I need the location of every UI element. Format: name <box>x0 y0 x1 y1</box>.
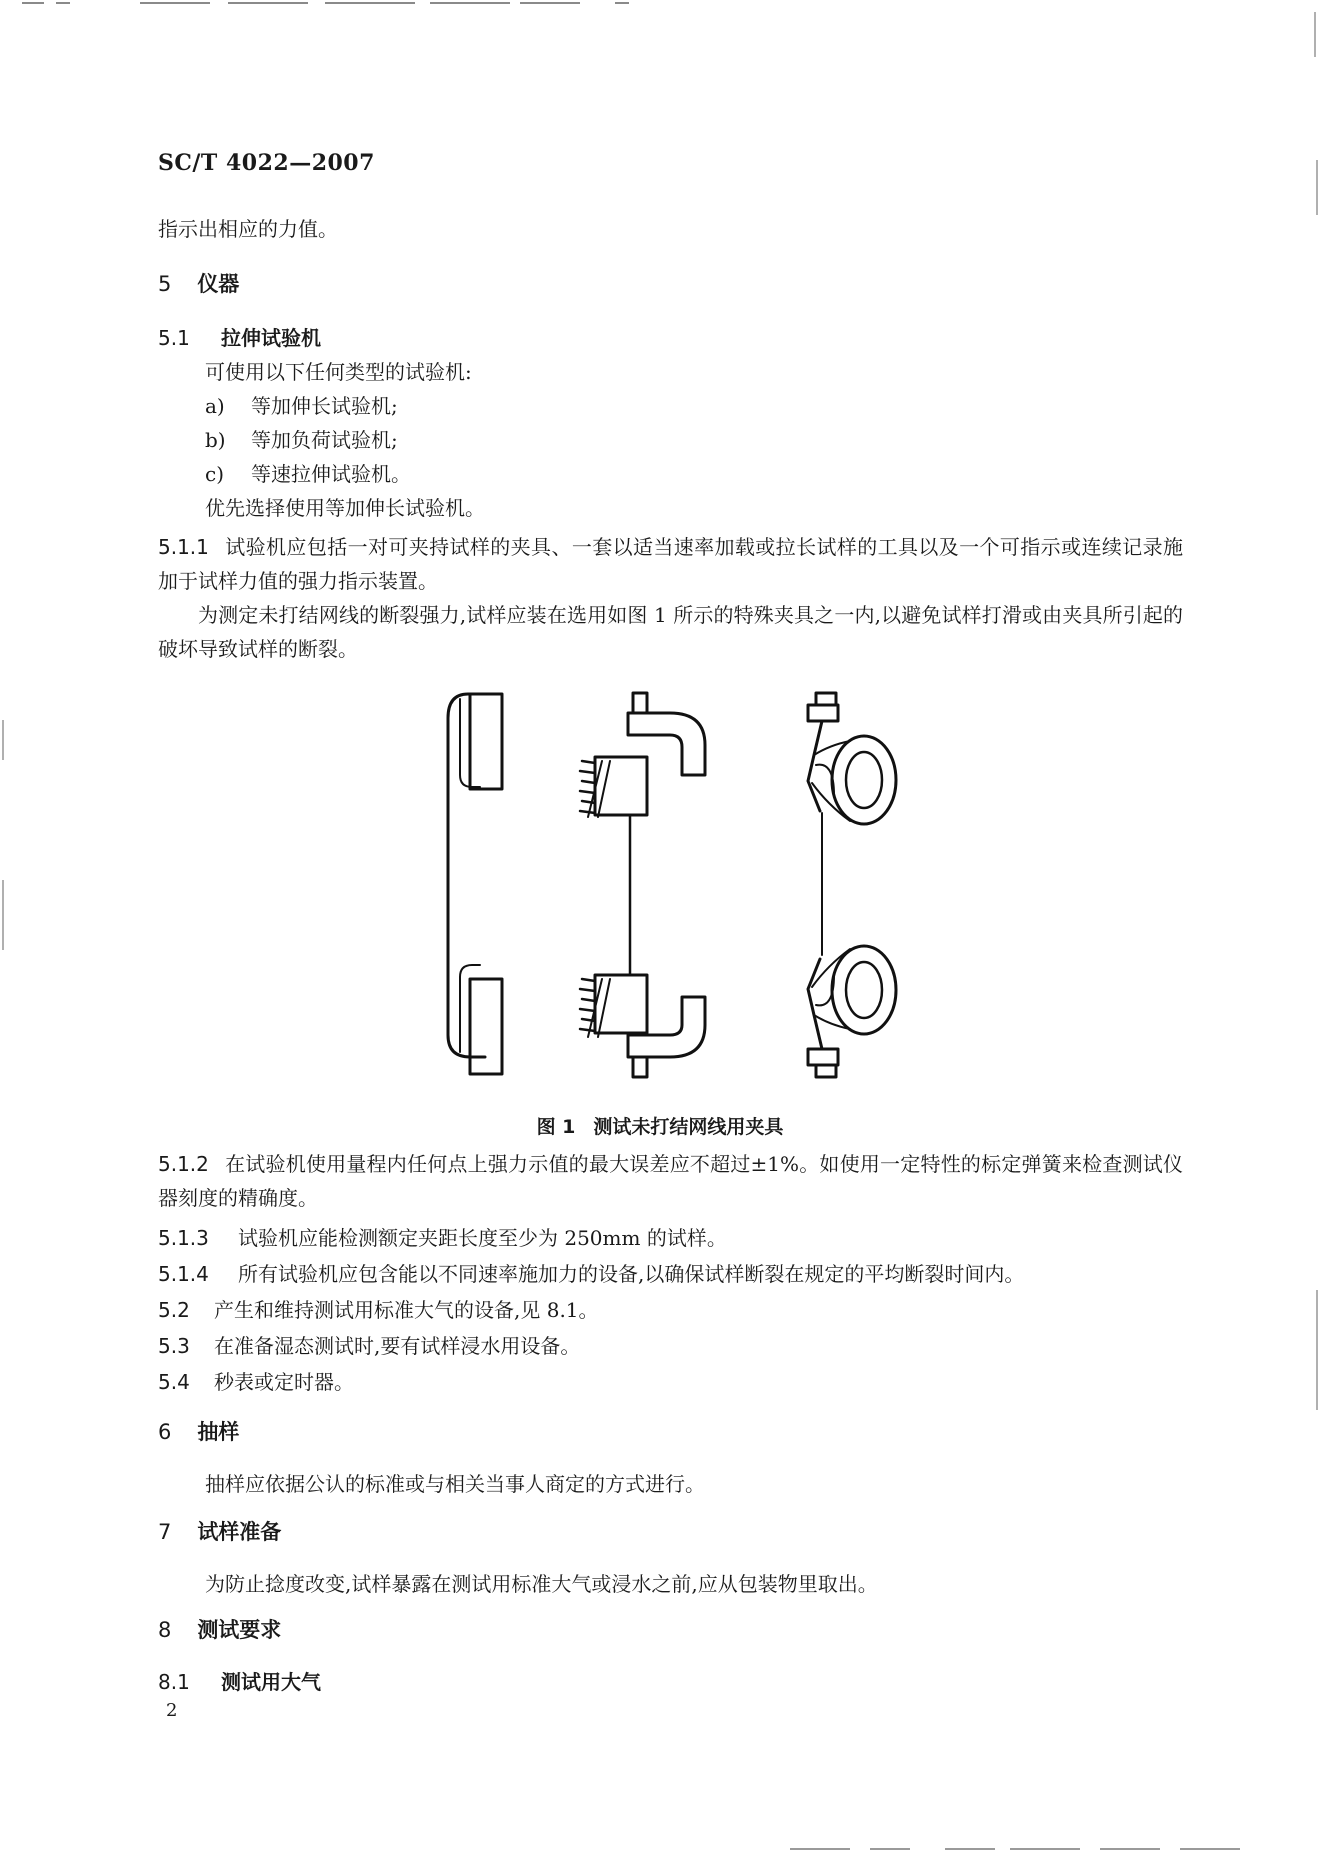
section-7-text: 为防止捻度改变,试样暴露在测试用标准大气或浸水之前,应从包装物里取出。 <box>205 1572 878 1596</box>
clause-5-1-4 <box>158 1258 1024 1287</box>
clause-number: 5.2 <box>158 1298 190 1322</box>
clause-text: 所有试验机应包含能以不同速率施加力的设备,以确保试样断裂在规定的平均断裂时间内。 <box>238 1262 1025 1286</box>
section-number: 5.1 <box>158 326 190 350</box>
section-number: 8 <box>158 1618 172 1642</box>
scan-edge-mark <box>1316 160 1318 215</box>
figure-label: 图 1 <box>536 1116 576 1138</box>
figure-1-clamps-drawing <box>430 685 910 1095</box>
section-5-heading <box>158 268 239 298</box>
list-text: 等加伸长试验机; <box>251 394 398 418</box>
clause-5-1-1-paragraph: 为测定未打结网线的断裂强力,试样应装在选用如图 1 所示的特殊夹具之一内,以避免试样打滑或由夹具所引起的破坏导致试样的断裂。 <box>158 603 1183 661</box>
list-text: 等速拉伸试验机。 <box>251 462 411 486</box>
figure-caption-text: 测试未打结网线用夹具 <box>593 1116 784 1138</box>
clause-text: 产生和维持测试用标准大气的设备,见 8.1。 <box>214 1298 599 1322</box>
page-number: 2 <box>166 1700 178 1721</box>
clause-5-1-1 <box>158 530 1183 598</box>
section-title: 仪器 <box>197 271 240 296</box>
figure-1-caption <box>0 1112 1320 1139</box>
scan-artifact-top <box>0 0 640 6</box>
section-number: 8.1 <box>158 1670 190 1694</box>
clause-text: 在准备湿态测试时,要有试样浸水用设备。 <box>214 1334 581 1358</box>
list-item <box>205 389 398 423</box>
clause-number: 5.4 <box>158 1370 190 1394</box>
clause-text: 试验机应包括一对可夹持试样的夹具、一套以适当速率加载或拉长试样的工具以及一个可指示或连续记录施加于试样力值的强力指示装置。 <box>158 535 1183 593</box>
clause-5-1-2 <box>158 1147 1183 1215</box>
clause-number: 5.1.4 <box>158 1262 209 1286</box>
clause-5-1-3 <box>158 1222 727 1251</box>
scan-edge-mark <box>2 880 4 950</box>
list-item <box>205 423 398 457</box>
section-title: 拉伸试验机 <box>220 326 321 350</box>
scan-artifact-bottom <box>0 1845 1320 1853</box>
list-marker: a) <box>205 394 225 418</box>
section-8-1-heading <box>158 1666 321 1695</box>
scan-edge-mark <box>1316 1290 1318 1410</box>
section-title: 测试用大气 <box>220 1670 321 1694</box>
bollard-clamp-drawing <box>448 694 502 1074</box>
clause-number: 5.3 <box>158 1334 190 1358</box>
section-6-heading <box>158 1416 239 1446</box>
continuation-text: 指示出相应的力值。 <box>158 217 338 241</box>
clause-text: 秒表或定时器。 <box>214 1370 354 1394</box>
clause-5-3 <box>158 1330 580 1359</box>
section-title: 测试要求 <box>197 1617 282 1642</box>
standard-code: SC/T 4022—2007 <box>158 150 375 176</box>
list-marker: b) <box>205 428 226 452</box>
section-number: 6 <box>158 1420 172 1444</box>
eye-clamp-drawing <box>808 693 896 1077</box>
section-title: 试样准备 <box>197 1519 282 1544</box>
clause-5-2 <box>158 1294 599 1323</box>
section-number: 7 <box>158 1520 172 1544</box>
section-7-heading <box>158 1516 281 1546</box>
section-5-1-intro: 可使用以下任何类型的试验机: <box>205 360 472 384</box>
section-title: 抽样 <box>197 1419 240 1444</box>
section-8-heading <box>158 1614 281 1644</box>
clause-number: 5.1.3 <box>158 1226 209 1250</box>
clause-number: 5.1.2 <box>158 1152 209 1176</box>
clause-text: 试验机应能检测额定夹距长度至少为 250mm 的试样。 <box>238 1226 727 1250</box>
scan-edge-mark <box>1314 12 1316 57</box>
section-number: 5 <box>158 272 172 296</box>
capstan-clamp-drawing <box>580 693 705 1077</box>
scan-edge-mark <box>2 720 4 760</box>
section-5-1-heading <box>158 322 321 351</box>
list-text: 等加负荷试验机; <box>251 428 398 452</box>
list-marker: c) <box>205 462 225 486</box>
section-6-text: 抽样应依据公认的标准或与相关当事人商定的方式进行。 <box>205 1472 705 1496</box>
clause-5-4 <box>158 1366 354 1395</box>
section-5-1-preference: 优先选择使用等加伸长试验机。 <box>205 496 485 520</box>
list-item <box>205 457 411 491</box>
clause-text: 在试验机使用量程内任何点上强力示值的最大误差应不超过±1%。如使用一定特性的标定弹簧来检查测试仪器刻度的精确度。 <box>158 1152 1183 1210</box>
clause-number: 5.1.1 <box>158 535 209 559</box>
